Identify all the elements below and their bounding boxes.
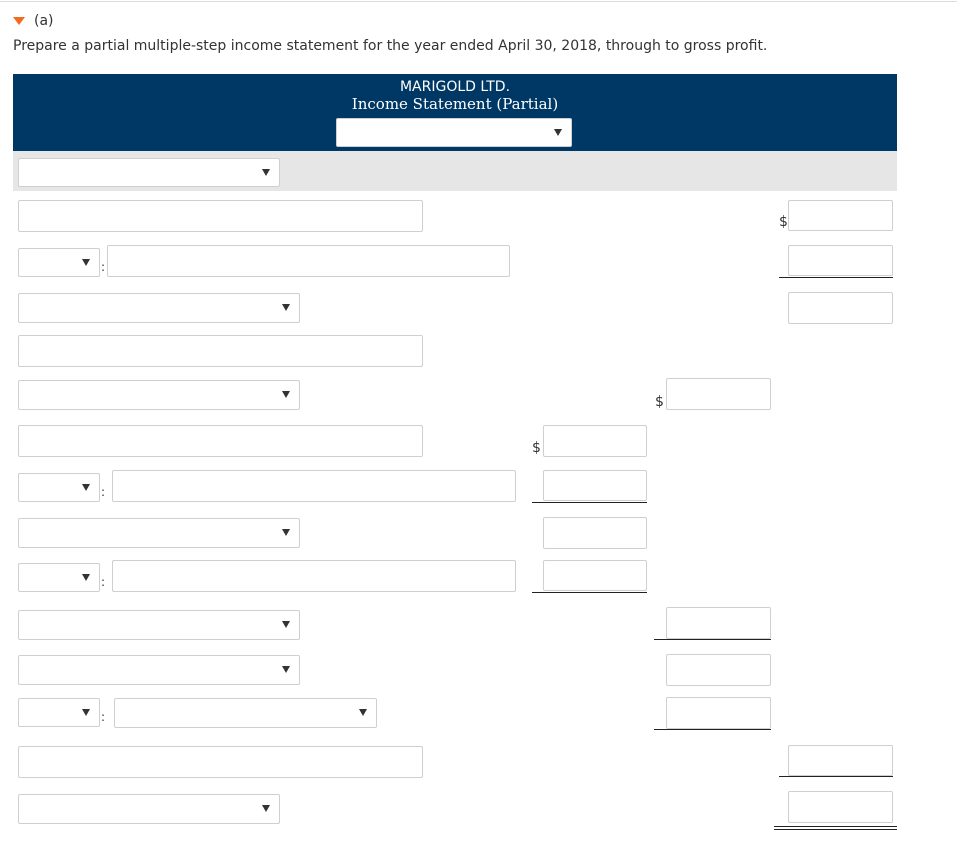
dollar-sign: $ xyxy=(532,440,541,456)
underline xyxy=(532,502,647,503)
part-a-toggle[interactable] xyxy=(13,13,54,29)
chevron-down-icon xyxy=(282,529,290,536)
colon: : xyxy=(101,710,106,724)
company-name: MARIGOLD LTD. xyxy=(399,79,511,95)
chevron-down-icon xyxy=(282,621,290,628)
amount-input-5[interactable] xyxy=(543,425,647,457)
period-select[interactable] xyxy=(336,118,572,147)
statement-title: Income Statement (Partial) xyxy=(351,95,559,113)
line-label-input-6[interactable] xyxy=(112,560,516,592)
section-heading-select[interactable] xyxy=(18,158,280,187)
amount-input-8[interactable] xyxy=(543,560,647,591)
line-label-input-5[interactable] xyxy=(112,470,516,502)
underline xyxy=(779,277,893,278)
underline xyxy=(654,729,771,730)
colon: : xyxy=(101,260,106,274)
line-label-input-1[interactable] xyxy=(18,200,423,232)
amount-input-11[interactable] xyxy=(666,697,771,729)
less-add-select-4[interactable] xyxy=(18,698,100,727)
part-label: (a) xyxy=(34,13,54,29)
chevron-down-icon xyxy=(82,709,90,716)
underline xyxy=(654,639,771,640)
amount-input-9[interactable] xyxy=(666,607,771,639)
gross-profit-select[interactable] xyxy=(18,794,280,824)
caret-down-icon xyxy=(13,17,25,25)
dollar-sign: $ xyxy=(655,394,664,410)
dollar-sign: $ xyxy=(779,214,788,230)
underline xyxy=(779,776,893,777)
statement-header xyxy=(13,74,897,151)
chevron-down-icon xyxy=(359,709,367,716)
double-underline-top xyxy=(774,826,897,827)
instruction-text: Prepare a partial multiple-step income statement for the year ended April 30, 2018, through to gross profit. xyxy=(13,38,768,54)
account-select-6[interactable] xyxy=(114,698,377,728)
chevron-down-icon xyxy=(282,391,290,398)
amount-input-3[interactable] xyxy=(788,292,893,324)
account-select-4[interactable] xyxy=(18,610,300,640)
less-add-select-2[interactable] xyxy=(18,473,100,502)
line-label-input-2[interactable] xyxy=(107,245,510,277)
chevron-down-icon xyxy=(82,484,90,491)
chevron-down-icon xyxy=(262,169,270,176)
account-select-5[interactable] xyxy=(18,655,300,685)
line-label-input-4[interactable] xyxy=(18,425,423,457)
account-select-3[interactable] xyxy=(18,518,300,548)
line-label-input-7[interactable] xyxy=(18,746,423,778)
chevron-down-icon xyxy=(282,304,290,311)
underline xyxy=(532,592,647,593)
amount-input-13[interactable] xyxy=(788,791,893,823)
amount-input-6[interactable] xyxy=(543,470,647,501)
chevron-down-icon xyxy=(82,259,90,266)
chevron-down-icon xyxy=(262,805,270,812)
amount-input-2[interactable] xyxy=(788,245,893,276)
amount-input-12[interactable] xyxy=(788,745,893,776)
chevron-down-icon xyxy=(554,129,562,136)
account-select-1[interactable] xyxy=(18,293,300,323)
line-label-input-3[interactable] xyxy=(18,335,423,367)
amount-input-1[interactable] xyxy=(788,200,893,231)
double-underline-bottom xyxy=(774,829,897,830)
colon: : xyxy=(101,575,106,589)
colon: : xyxy=(101,485,106,499)
top-divider xyxy=(0,1,957,2)
less-add-select-1[interactable] xyxy=(18,248,100,277)
chevron-down-icon xyxy=(82,574,90,581)
chevron-down-icon xyxy=(282,666,290,673)
amount-input-4[interactable] xyxy=(666,378,771,410)
account-select-2[interactable] xyxy=(18,380,300,410)
amount-input-10[interactable] xyxy=(666,654,771,686)
amount-input-7[interactable] xyxy=(543,517,647,549)
less-add-select-3[interactable] xyxy=(18,563,100,592)
